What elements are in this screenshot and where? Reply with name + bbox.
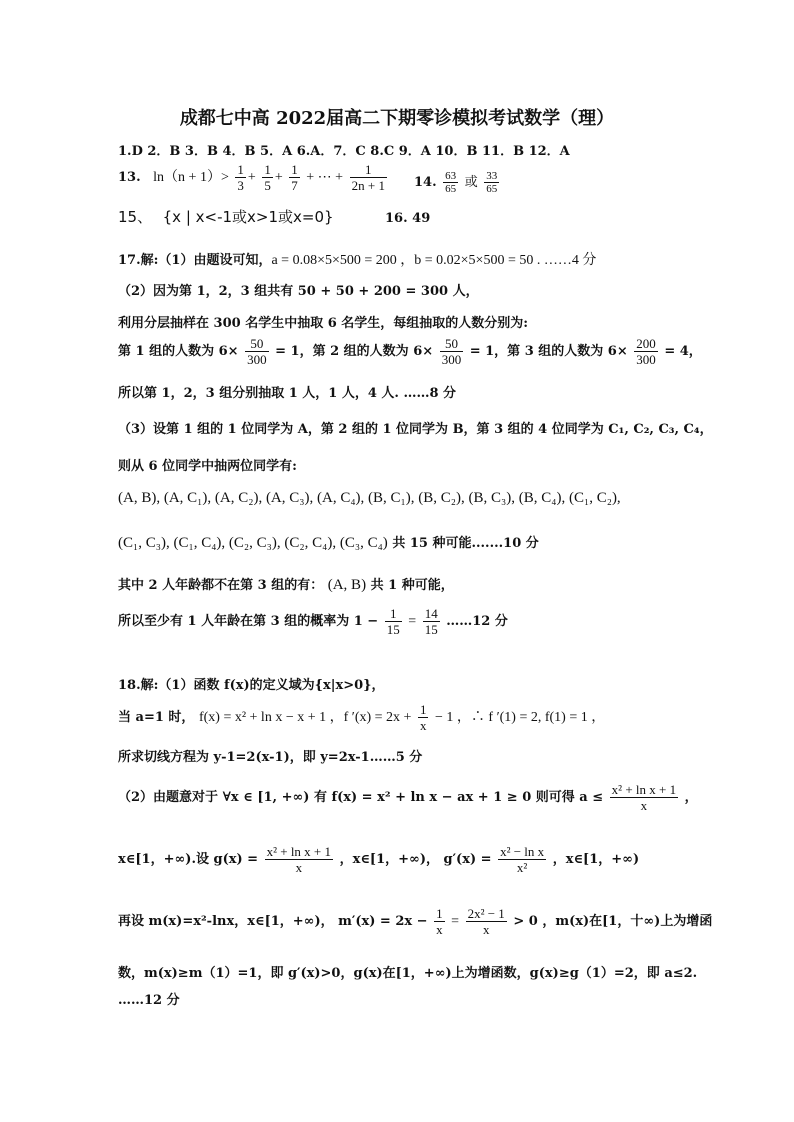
q17-part2-b: 利用分层抽样在 300 名学生中抽取 6 名学生，每组抽取的人数分别为: [118, 316, 529, 331]
q17-fraction-d: $\frac{1}{15}$ [386, 606, 400, 637]
q18-fraction-k: $\frac{\text{2x² − 1}}{x}$ [467, 906, 505, 937]
page-title: 成都七中高 2022届高二下期零诊模拟考试数学（理） [179, 108, 615, 129]
q14-label: 14. [414, 175, 437, 190]
answer-15 [118, 206, 334, 227]
q17-part2-a: （2）因为第 1，2，3 组共有 50 + 50 + 200 = 300 人， [118, 284, 479, 299]
q18-fraction-h: $\frac{\text{x² + ln x + 1}}{x}$ [266, 844, 332, 875]
q13-ellipsis: + ⋯ + [306, 170, 344, 185]
q17-fraction-c: $\frac{200}{300}$ [636, 336, 656, 367]
q13-term-1: $\frac{1}{3}$ [237, 162, 244, 193]
q17-part3-a: （3）设第 1 组的 1 位同学为 A，第 2 组的 1 位同学为 B，第 3 组的 4 位同学为 C₁, C₂, C₃, C₄， [118, 422, 713, 437]
q18-fraction-g: $\frac{\text{x² + ln x + 1}}{x}$ [611, 782, 677, 813]
q18-line-7: 数，m(x)≥m（1）=1，即 g′(x)>0，g(x)在[1，+∞)上为增函数，g(x)≥g（1）=2，即 a≤2. [118, 966, 698, 981]
q13-term-2: $\frac{1}{5}$ [264, 162, 271, 193]
q18-line-6: 再设 m(x)=x²-lnx，x∈[1，+∞)， m′(x) = 2x − $\frac{1}{x}$ = $\frac{\text{2x² − 1}}{x}$ > 0 ，m(x)在[1，十∞)上为增函 [118, 906, 713, 937]
q18-line-2: 当 a=1 时， f(x) = x² + ln x − x + 1 ，f ′(x) = 2x + $\frac{1}{x}$ − 1 ，∴ f ′(1) = 2, f(1) = 1 ， [118, 702, 606, 733]
q17-part3-c: 其中 2 人年龄都不在第 3 组的有： (A, B) 共 1 种可能， [118, 577, 454, 593]
q18-line-3: 所求切线方程为 y-1=2(x-1)，即 y=2x-1……5 分 [118, 750, 423, 765]
q17-part1: 17.解:（1）由题设可知，a = 0.08×5×500 = 200 ，b = 0.02×5×500 = 50 . ……4 分 [118, 253, 597, 268]
q13-lhs: ln（n + 1）> [153, 170, 229, 185]
q15-label: 15、 [118, 208, 153, 226]
q17-part2-d: 所以第 1，2，3 组分别抽取 1 人，1 人，4 人. ……8 分 [118, 386, 457, 401]
q18-fraction-f: $\frac{1}{x}$ [419, 702, 427, 733]
q13-last-term: $\frac{1}{2n + 1}$ [351, 162, 385, 193]
q17-fraction-b: $\frac{50}{300}$ [441, 336, 462, 367]
q17-pairs-1: (A, B), (A, C₁), (A, C₂), (A, C₃), (A, C₄), (B, C₁), (B, C₂), (B, C₃), (B, C₄), (C₁, C₂), [118, 490, 621, 506]
q17-part3-b: 则从 6 位同学中抽两位同学有: [118, 459, 297, 474]
q18-fraction-j: $\frac{1}{x}$ [436, 906, 443, 937]
answer-14 [414, 170, 501, 195]
q13-label: 13. [118, 170, 141, 185]
q18-line-5: x∈[1，+∞).设 g(x) = $\frac{\text{x² + ln x + 1}}{x}$ ，x∈[1，+∞)， g′(x) = $\frac{\text{x² − ln x}}{\text{x²}}$ ，x∈[1，+∞) [118, 844, 640, 875]
q13-term-3: $\frac{1}{7}$ [291, 162, 298, 193]
answer-16: 16. 49 [385, 211, 431, 226]
q17-part3-d: 所以至少有 1 人年龄在第 3 组的概率为 1 − $\frac{1}{15}$ = $\frac{14}{15}$ ……12 分 [118, 606, 508, 637]
answer-13: 13. ln（n + 1）> $\frac{1}{3}$ + $\frac{1}{5}$ + $\frac{1}{7}$ + ⋯ + $\frac{1}{2n + 1}$ [118, 162, 385, 193]
q17-part2-c: 第 1 组的人数为 6× $\frac{50}{300}$ = 1，第 2 组的人数为 6× $\frac{50}{300}$ = 1，第 3 组的人数为 6× $\frac{200}{300}$ = 4， [118, 336, 702, 367]
q18-line-4: （2）由题意对于 ∀x ∈ [1, +∞) 有 f(x) = x² + ln x − ax + 1 ≥ 0 则可得 a ≤ $\frac{\text{x² + ln x + 1}}{x}$ ， [118, 782, 698, 813]
q14-fraction-1: $\frac{63}{65}$ [445, 170, 457, 195]
q18-line-1: 18.解:（1）函数 f(x)的定义域为{x|x>0}， [118, 678, 385, 693]
q17-fraction-e: $\frac{14}{15}$ [424, 606, 438, 637]
q17-pairs-2: (C₁, C₃), (C₁, C₄), (C₂, C₃), (C₂, C₄), (C₃, C₄) 共 15 种可能.......10 分 [118, 535, 539, 551]
q17-part1-math: a = 0.08×5×500 = 200 ，b = 0.02×5×500 = 50 . ……4 分 [271, 253, 597, 268]
q18-fraction-i: $\frac{\text{x² − ln x}}{\text{x²}}$ [500, 844, 545, 875]
q18-line-8: ……12 分 [118, 993, 180, 1008]
q15-set: {x | x<-1或x>1或x=0} [162, 208, 334, 226]
q14-or: 或 [464, 175, 478, 190]
choice-answers: 1.D 2．B 3．B 4．B 5．A 6.A．7．C 8.C 9．A 10．B 11．B 12．A [118, 144, 570, 159]
q14-fraction-2: $\frac{33}{65}$ [486, 170, 498, 195]
q17-fraction-a: $\frac{50}{300}$ [247, 336, 267, 367]
